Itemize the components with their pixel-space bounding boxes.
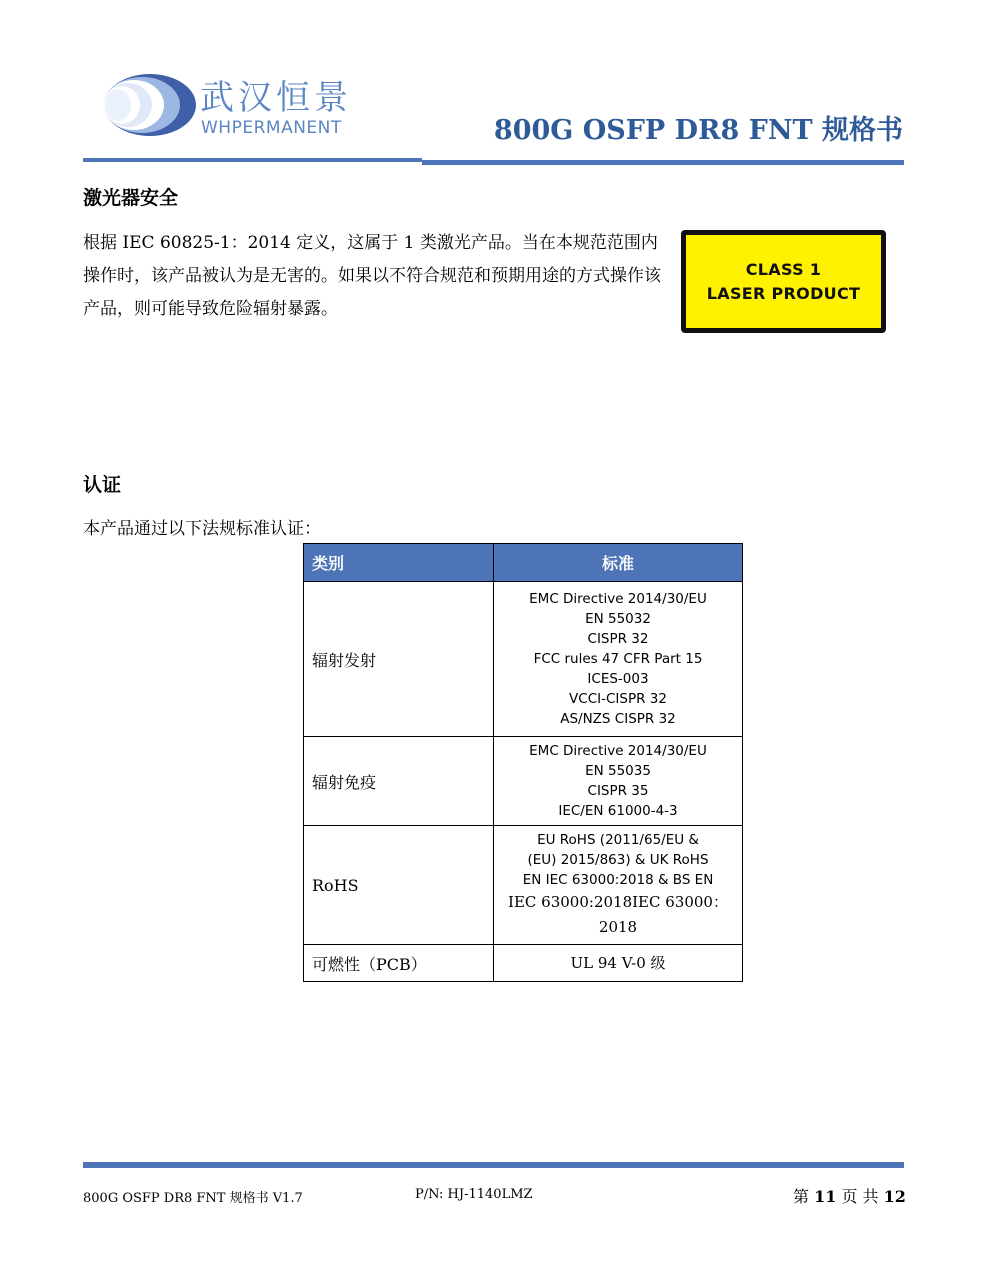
standard-line: EN IEC 63000:2018 & BS EN bbox=[522, 872, 714, 888]
page-mid: 页 共 bbox=[836, 1187, 884, 1206]
table-row bbox=[304, 737, 743, 826]
category-cell: 辐射发射 bbox=[304, 582, 494, 737]
class1-laser-label bbox=[681, 230, 886, 333]
standard-line: ICES-003 bbox=[587, 671, 649, 687]
standards-cell bbox=[494, 737, 743, 826]
laser-label-inner bbox=[686, 235, 881, 328]
column-header-category: 类别 bbox=[304, 544, 494, 582]
laser-safety-paragraph: 根据 IEC 60825-1：2014 定义，这属于 1 类激光产品。当在本规范范围内操作时，该产品被认为是无害的。如果以不符合规范和预期用途的方式操作该产品，则可能导致危险辐射暴露。 bbox=[83, 233, 661, 319]
standard-line: FCC rules 47 CFR Part 15 bbox=[533, 651, 703, 667]
standard-line: VCCI-CISPR 32 bbox=[569, 691, 667, 707]
header-divider-right bbox=[422, 160, 904, 165]
page-current: 11 bbox=[814, 1187, 837, 1206]
table-header-row bbox=[304, 544, 743, 582]
category-cell: 辐射免疫 bbox=[304, 737, 494, 826]
standard-line: IEC 63000:2018IEC 63000： bbox=[508, 893, 728, 911]
footer-doc-version: 800G OSFP DR8 FNT 规格书 V1.7 bbox=[83, 1191, 303, 1206]
standard-line: EU RoHS (2011/65/EU & bbox=[537, 832, 699, 848]
footer-divider bbox=[83, 1162, 904, 1168]
standard-line: CISPR 32 bbox=[587, 631, 649, 647]
document-title: 800G OSFP DR8 FNT 规格书 bbox=[493, 115, 903, 146]
standard-line: UL 94 V-0 级 bbox=[570, 953, 666, 972]
standard-line: EMC Directive 2014/30/EU bbox=[529, 743, 707, 759]
standard-line: 2018 bbox=[598, 918, 638, 936]
table-row bbox=[304, 582, 743, 737]
standard-line: EN 55032 bbox=[585, 611, 651, 627]
table-row bbox=[304, 826, 743, 945]
standard-line: (EU) 2015/863) & UK RoHS bbox=[527, 852, 709, 868]
footer-part-number: P/N: HJ-1140LMZ bbox=[415, 1187, 533, 1202]
footer-page-number bbox=[793, 1184, 906, 1207]
standard-line: CISPR 35 bbox=[587, 783, 649, 799]
page-prefix: 第 bbox=[793, 1187, 815, 1206]
standard-line: AS/NZS CISPR 32 bbox=[560, 711, 676, 727]
page-total: 12 bbox=[883, 1187, 906, 1206]
laser-label-line2: LASER PRODUCT bbox=[706, 283, 861, 303]
company-logo bbox=[98, 72, 198, 138]
laser-safety-heading: 激光器安全 bbox=[83, 187, 179, 209]
header-divider-left bbox=[83, 158, 422, 162]
brand-name-en: WHPERMANENT bbox=[201, 118, 342, 138]
standards-cell bbox=[494, 945, 743, 982]
standard-line: IEC/EN 61000-4-3 bbox=[558, 803, 678, 819]
certification-table bbox=[303, 543, 743, 982]
category-cell: 可燃性（PCB） bbox=[304, 945, 494, 982]
column-header-standard: 标准 bbox=[494, 544, 743, 582]
laser-label-line1: CLASS 1 bbox=[745, 259, 822, 279]
table-row bbox=[304, 945, 743, 982]
certification-heading: 认证 bbox=[83, 474, 122, 496]
standard-line: EMC Directive 2014/30/EU bbox=[529, 591, 707, 607]
standards-cell bbox=[494, 826, 743, 945]
brand-name-cn: 武汉恒景 bbox=[200, 78, 352, 118]
standards-cell bbox=[494, 582, 743, 737]
certification-intro: 本产品通过以下法规标准认证： bbox=[83, 519, 321, 539]
standard-line: EN 55035 bbox=[585, 763, 651, 779]
category-cell: RoHS bbox=[304, 826, 494, 945]
